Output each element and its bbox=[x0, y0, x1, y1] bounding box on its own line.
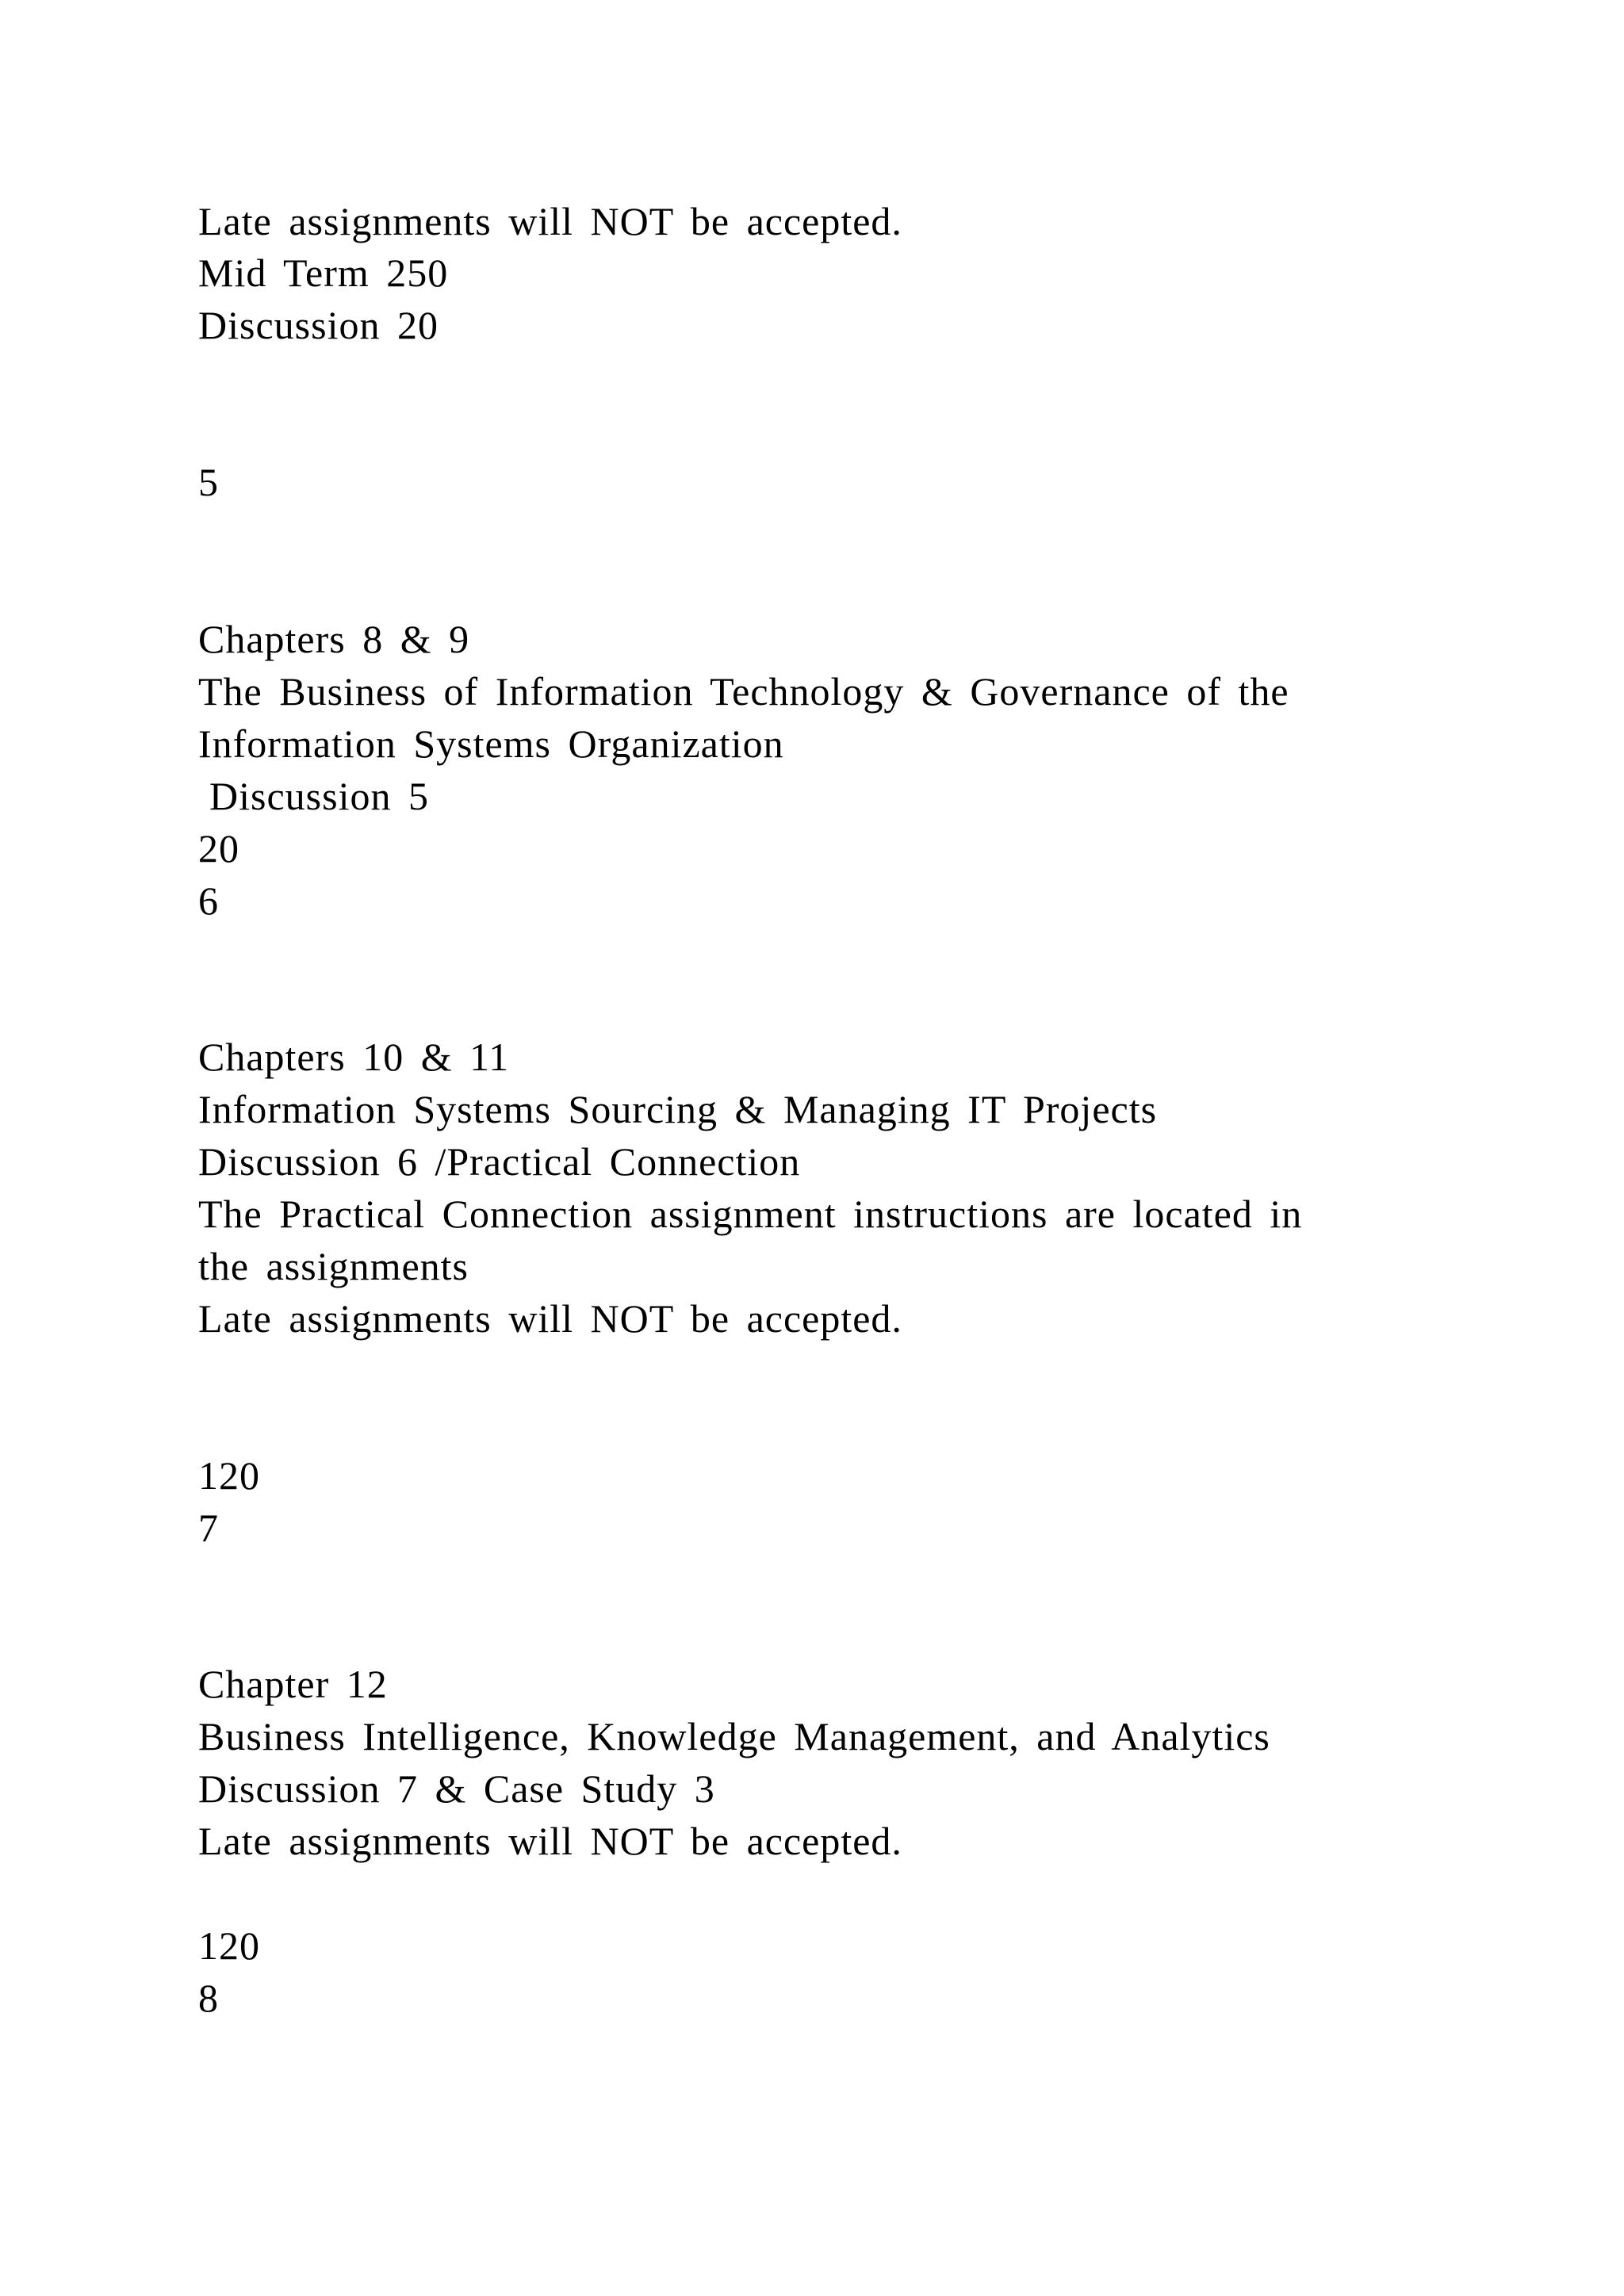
week-number: 8 bbox=[198, 1976, 219, 2020]
chapter-heading: Chapter 12 bbox=[198, 1662, 388, 1706]
points-line: 120 bbox=[198, 1923, 260, 1968]
chapter-title-line: Business Intelligence, Knowledge Management, and Analytics bbox=[198, 1714, 1270, 1758]
chapter-title-line: The Business of Information Technology & Governance of the bbox=[198, 669, 1289, 714]
late-notice-line: Late assignments will NOT be accepted. bbox=[198, 1819, 902, 1863]
chapters-heading: Chapters 10 & 11 bbox=[198, 1035, 510, 1079]
midterm-line: Mid Term 250 bbox=[198, 251, 449, 295]
week-number: 5 bbox=[198, 460, 219, 504]
instruction-line: The Practical Connection assignment instructions are located in bbox=[198, 1192, 1303, 1236]
week-number: 7 bbox=[198, 1506, 219, 1550]
points-line: 20 bbox=[198, 826, 239, 871]
chapter-title-line: Information Systems Organization bbox=[198, 721, 784, 766]
chapters-heading: Chapters 8 & 9 bbox=[198, 617, 470, 661]
discussion-line: Discussion 5 bbox=[209, 774, 429, 818]
points-line: 120 bbox=[198, 1453, 260, 1498]
discussion-line: Discussion 7 & Case Study 3 bbox=[198, 1766, 715, 1811]
discussion-line: Discussion 6 /Practical Connection bbox=[198, 1139, 801, 1184]
late-notice-line: Late assignments will NOT be accepted. bbox=[198, 199, 902, 243]
discussion-points-line: Discussion 20 bbox=[198, 303, 439, 347]
chapter-title-line: Information Systems Sourcing & Managing IT Projects bbox=[198, 1087, 1158, 1131]
late-notice-line: Late assignments will NOT be accepted. bbox=[198, 1296, 902, 1341]
week-number: 6 bbox=[198, 878, 219, 923]
instruction-line: the assignments bbox=[198, 1244, 469, 1288]
